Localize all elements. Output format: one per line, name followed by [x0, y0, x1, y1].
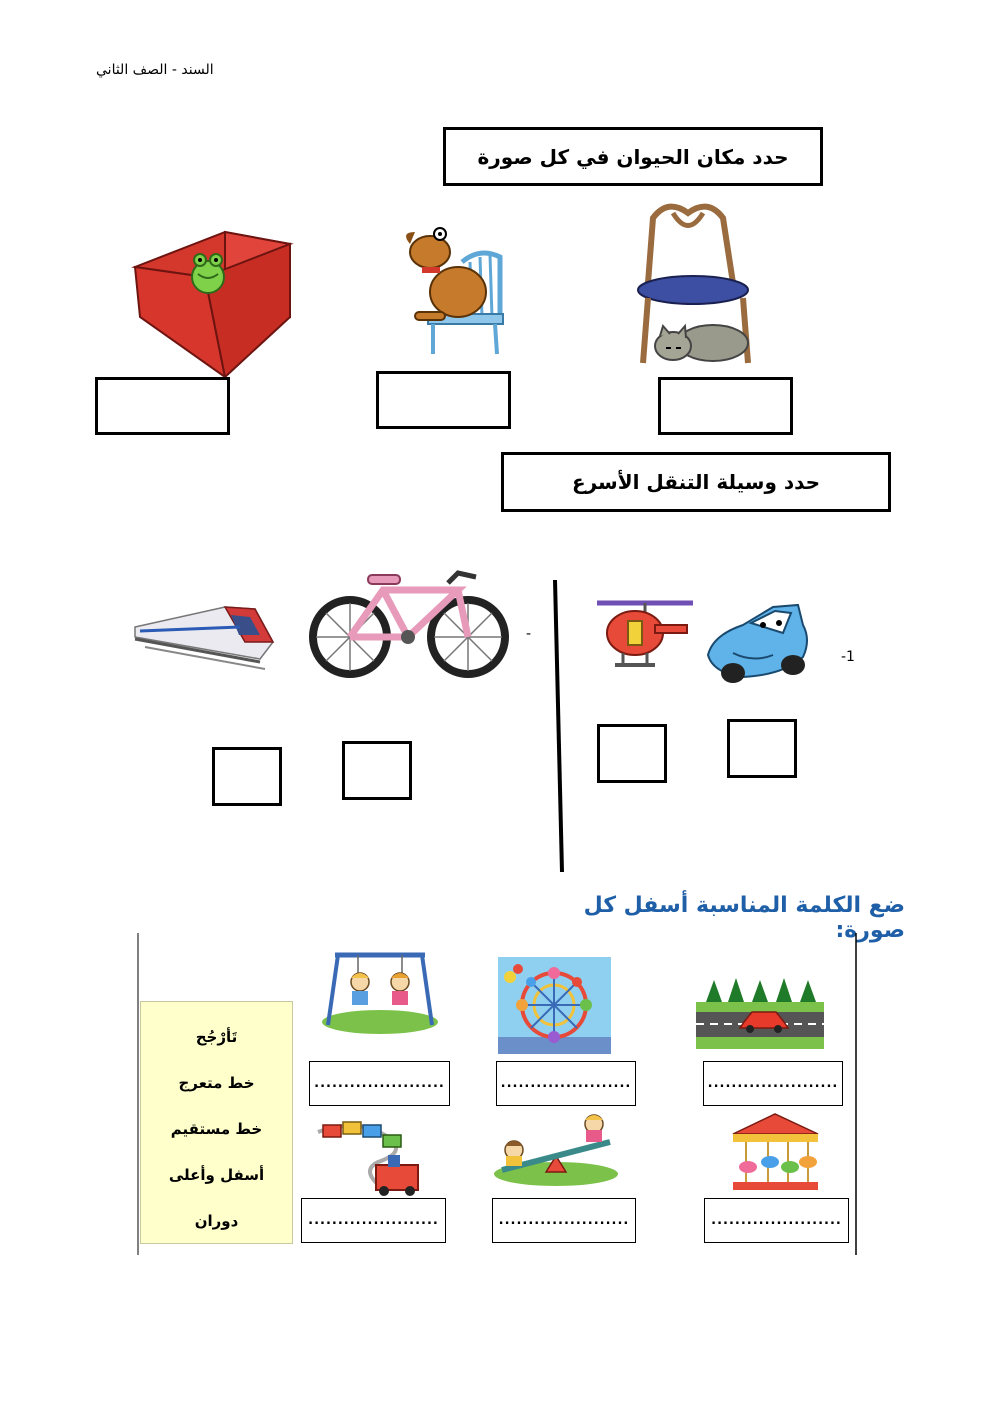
ferris-wheel-icon [498, 957, 611, 1054]
bicycle-icon [308, 565, 513, 680]
item2-number: - [526, 626, 532, 642]
frog-in-box-icon [130, 222, 295, 382]
answer-box-train[interactable] [212, 747, 282, 806]
carousel-icon [728, 1112, 823, 1194]
word-bank-item: خط مستقيم [170, 1120, 263, 1138]
cat-under-chair-icon [638, 198, 758, 368]
word-answer-box-road[interactable]: ...................... [703, 1061, 843, 1106]
word-bank-item: خط متعرج [178, 1074, 255, 1092]
word-bank-item: دوران [194, 1212, 239, 1230]
word-bank-item: تَأرْجُح [195, 1028, 238, 1046]
word-bank-item: أسفل وأعلى [168, 1166, 265, 1184]
road-car-icon [696, 972, 824, 1049]
word-bank [140, 1001, 293, 1244]
answer-box-bicycle[interactable] [342, 741, 412, 800]
car-icon [703, 595, 815, 687]
item1-number: -1 [841, 649, 855, 665]
word-answer-box-carousel[interactable]: ...................... [704, 1198, 849, 1243]
dog-on-chair-icon [400, 222, 510, 357]
section1-title: حدد مكان الحيوان في كل صورة [443, 127, 823, 186]
word-answer-box-swings[interactable]: ...................... [309, 1061, 450, 1106]
answer-box-helicopter[interactable] [597, 724, 667, 783]
train-icon [135, 597, 275, 675]
answer-box-cat[interactable] [658, 377, 793, 435]
section2-title: حدد وسيلة التنقل الأسرع [501, 452, 891, 512]
toy-train-icon [318, 1117, 428, 1197]
section3-title: ضع الكلمة المناسبة أسفل كل صورة: [583, 893, 905, 943]
answer-box-car[interactable] [727, 719, 797, 778]
word-answer-box-ferris-wheel[interactable]: ...................... [496, 1061, 636, 1106]
page-header-note: السند - الصف الثاني [96, 62, 214, 78]
seesaw-icon [492, 1112, 620, 1187]
answer-box-frog[interactable] [95, 377, 230, 435]
word-answer-box-toy-train[interactable]: ...................... [301, 1198, 446, 1243]
vertical-divider [550, 580, 570, 875]
helicopter-icon [595, 595, 695, 673]
word-answer-box-seesaw[interactable]: ...................... [492, 1198, 636, 1243]
answer-box-dog[interactable] [376, 371, 511, 429]
swings-icon [320, 950, 440, 1035]
